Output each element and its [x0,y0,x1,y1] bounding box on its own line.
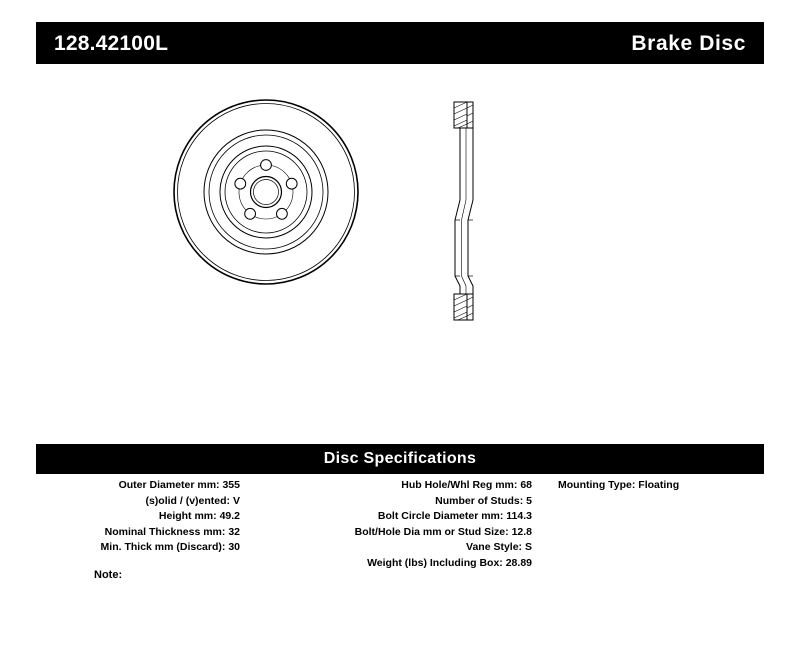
spec-row [36,525,240,541]
spec-column-middle [246,478,536,571]
spec-value: 12.8 [511,525,532,538]
spec-value: 355 [222,479,240,491]
brake-disc-face-view [174,100,358,284]
spec-value: 28.89 [505,556,532,569]
spec-label: (s)olid / (v)ented: [145,494,231,507]
header-bar [36,22,764,64]
spec-value: 30 [228,541,240,553]
disc-specifications-bar [36,444,764,474]
spec-column-right [536,478,764,494]
spec-row [36,509,240,525]
product-drawing [36,80,764,420]
footer-space [0,630,800,655]
brake-disc-drawing-svg [36,80,764,420]
spec-column-left [36,478,246,556]
spec-row [246,509,532,525]
spec-label: Number of Studs: [435,494,524,507]
spec-row [558,478,764,494]
spec-row [246,478,532,494]
spec-label: Bolt/Hole Dia mm or Stud Size: [354,525,509,538]
product-type-title: Brake Disc [631,31,746,55]
spec-row [36,540,240,556]
part-number: 128.42100L [54,31,169,55]
spec-value: 68 [520,479,532,491]
spec-label: Min. Thick mm (Discard): [100,541,226,553]
spec-label: Hub Hole/Whl Reg mm: [401,479,518,491]
note-label: Note: [94,569,123,581]
spec-row [36,478,240,494]
spec-value: 5 [526,494,532,507]
spec-value: 49.2 [219,510,240,522]
specs-title: Disc Specifications [323,450,477,467]
spec-label: Nominal Thickness mm: [104,525,226,538]
spec-value: 114.3 [506,510,532,522]
spec-row [246,525,532,541]
spec-row [246,540,532,556]
spec-value: S [524,541,532,553]
spec-value: V [232,494,240,507]
spec-label: Vane Style: [466,541,523,553]
spec-label: Mounting Type: [558,479,636,491]
spec-label: Weight (lbs) Including Box: [367,556,503,569]
spec-row [246,556,532,572]
spec-label: Height mm: [158,510,217,522]
spec-value: Floating [638,479,680,491]
spec-label: Outer Diameter mm: [118,479,220,491]
note-section [94,569,122,581]
brake-disc-edge-view [454,102,473,320]
spec-label: Bolt Circle Diameter mm: [377,510,504,522]
spec-value: 32 [228,525,240,538]
spec-row [246,494,532,510]
spec-row [36,494,240,510]
specifications-table [36,478,764,571]
